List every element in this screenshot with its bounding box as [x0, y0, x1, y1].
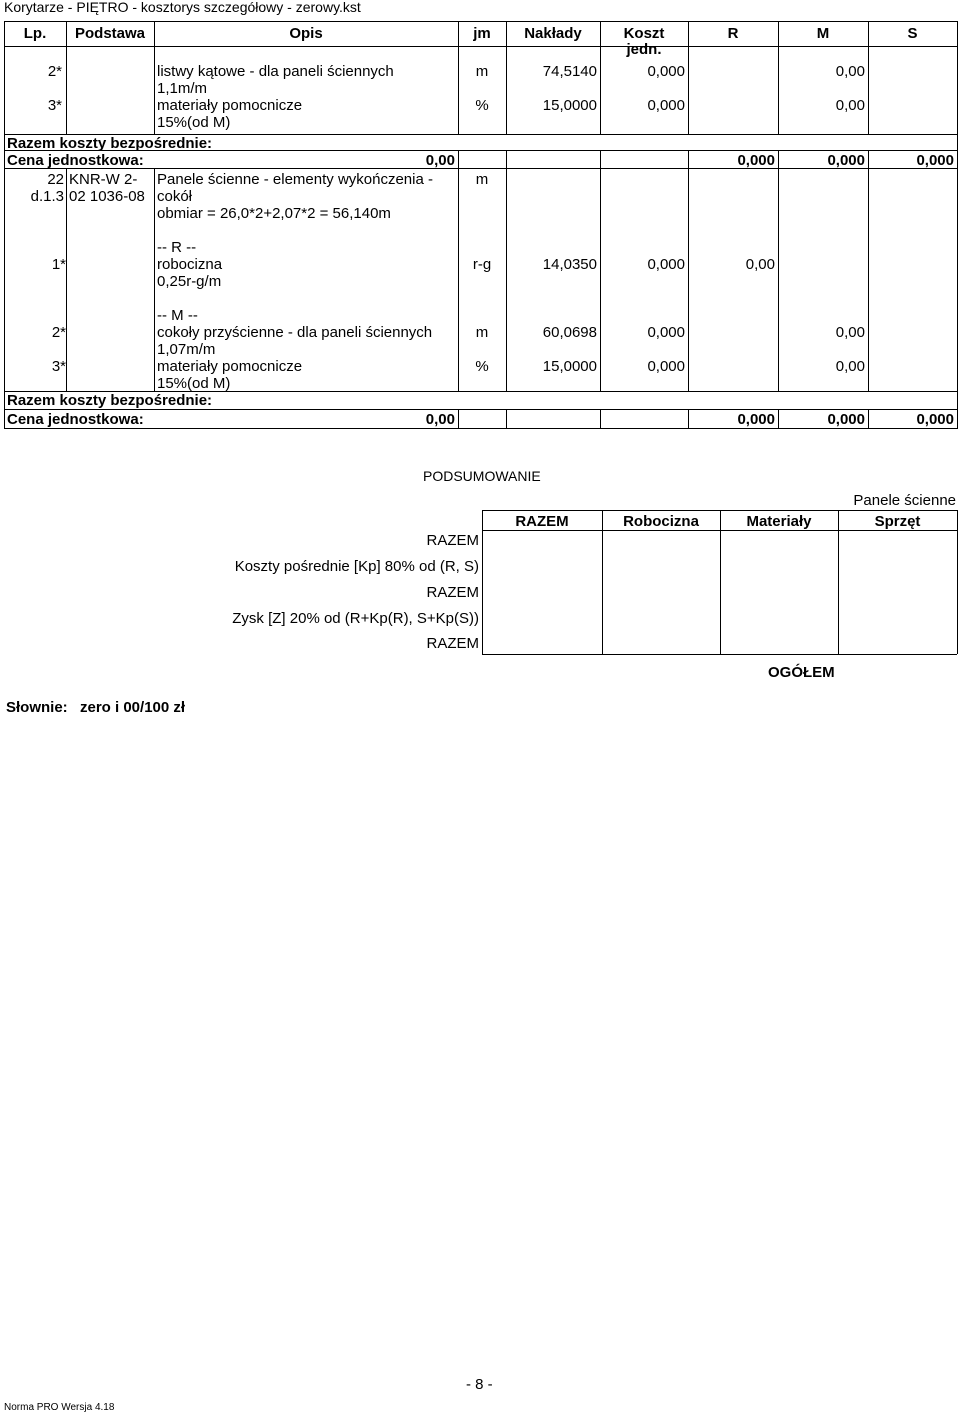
- row-m: 0,00: [835, 97, 865, 114]
- summary-row-label: RAZEM: [426, 584, 479, 601]
- cena-r: 0,000: [737, 411, 775, 428]
- row-naklady: 60,0698: [542, 324, 597, 341]
- position-jm: m: [475, 171, 489, 188]
- cena-r: 0,000: [737, 152, 775, 169]
- position-number: 22: [47, 171, 64, 188]
- row-koszt: 0,000: [647, 97, 685, 114]
- position-opis: Panele ścienne - elementy wykończenia -: [157, 171, 433, 188]
- summary-ogolem: OGÓŁEM: [768, 664, 835, 681]
- row-lp: 2*: [51, 324, 66, 341]
- row-lp: 1*: [51, 256, 66, 273]
- header-opis: Opis: [289, 25, 323, 42]
- row-lp: 2*: [47, 63, 62, 80]
- row-jm: %: [475, 97, 489, 114]
- razem-label: Razem koszty bezpośrednie:: [7, 392, 213, 409]
- position-obmiar: obmiar = 26,0*2+2,07*2 = 56,140m: [157, 205, 391, 222]
- row-lp: 3*: [47, 97, 62, 114]
- summary-title: PODSUMOWANIE: [423, 468, 541, 484]
- summary-col-sprzet: Sprzęt: [874, 513, 921, 530]
- row-jm: m: [475, 63, 489, 80]
- cena-label: Cena jednostkowa:: [7, 411, 144, 428]
- slownie-value: zero i 00/100 zł: [80, 699, 186, 716]
- cena-m: 0,000: [827, 152, 865, 169]
- row-koszt: 0,000: [647, 324, 685, 341]
- row-koszt: 0,000: [647, 358, 685, 375]
- header-podstawa: Podstawa: [74, 25, 146, 42]
- summary-row-label: RAZEM: [426, 635, 479, 652]
- row-jm: r-g: [472, 256, 492, 273]
- summary-col-robocizna: Robocizna: [623, 513, 699, 530]
- header-naklady: Nakłady: [524, 25, 582, 42]
- row-opis: materiały pomocnicze: [157, 97, 303, 114]
- row-opis: materiały pomocnicze: [157, 358, 303, 375]
- row-m: 0,00: [835, 63, 865, 80]
- section-m: -- M --: [157, 307, 198, 324]
- header-koszt: Koszt: [623, 25, 665, 42]
- cena-m: 0,000: [827, 411, 865, 428]
- position-opis-sub: cokół: [157, 188, 193, 205]
- header-m: M: [816, 25, 830, 42]
- row-opis: listwy kątowe - dla paneli ściennych: [157, 63, 394, 80]
- row-lp: 3*: [51, 358, 66, 375]
- row-koszt: 0,000: [647, 256, 685, 273]
- row-koszt: 0,000: [647, 63, 685, 80]
- row-norm: 15%(od M): [157, 114, 231, 131]
- cena-value: 0,00: [425, 411, 455, 428]
- row-naklady: 15,0000: [542, 97, 597, 114]
- summary-col-materialy: Materiały: [746, 513, 812, 530]
- page-number: - 8 -: [466, 1376, 493, 1393]
- row-norm: 1,1m/m: [157, 80, 208, 97]
- row-naklady: 15,0000: [542, 358, 597, 375]
- summary-col-razem: RAZEM: [515, 513, 569, 530]
- summary-row-label: RAZEM: [426, 532, 479, 549]
- section-r: -- R --: [157, 239, 197, 256]
- window-title: Korytarze - PIĘTRO - kosztorys szczegółowy - zerowy.kst: [4, 0, 361, 15]
- razem-label: Razem koszty bezpośrednie:: [7, 135, 213, 152]
- row-jm: m: [475, 324, 489, 341]
- summary-row-label: Koszty pośrednie [Kp] 80% od (R, S): [234, 558, 479, 575]
- position-podstawa-sub: 02 1036-08: [69, 188, 145, 205]
- header-jm: jm: [473, 25, 491, 42]
- position-number-sub: d.1.3: [30, 188, 64, 205]
- row-norm: 0,25r-g/m: [157, 273, 222, 290]
- summary-row-label: Zysk [Z] 20% od (R+Kp(R), S+Kp(S)): [232, 610, 479, 627]
- row-naklady: 74,5140: [542, 63, 597, 80]
- row-naklady: 14,0350: [542, 256, 597, 273]
- slownie-label: Słownie:: [6, 699, 68, 716]
- header-koszt-jedn: jedn.: [626, 41, 662, 58]
- summary-section-name: Panele ścienne: [853, 492, 956, 509]
- row-m: 0,00: [835, 324, 865, 341]
- cena-s: 0,000: [916, 152, 954, 169]
- row-opis: robocizna: [157, 256, 223, 273]
- row-r: 0,00: [745, 256, 775, 273]
- row-m: 0,00: [835, 358, 865, 375]
- position-podstawa: KNR-W 2-: [69, 171, 138, 188]
- row-opis: cokoły przyścienne - dla paneli ściennych: [157, 324, 433, 341]
- row-jm: %: [475, 358, 489, 375]
- header-r: R: [727, 25, 739, 42]
- cena-value: 0,00: [425, 152, 455, 169]
- footer-version: Norma PRO Wersja 4.18: [4, 1402, 115, 1413]
- header-lp: Lp.: [23, 25, 47, 42]
- header-s: S: [907, 25, 918, 42]
- row-norm: 1,07m/m: [157, 341, 216, 358]
- cena-label: Cena jednostkowa:: [7, 152, 144, 169]
- row-norm: 15%(od M): [157, 375, 231, 392]
- cena-s: 0,000: [916, 411, 954, 428]
